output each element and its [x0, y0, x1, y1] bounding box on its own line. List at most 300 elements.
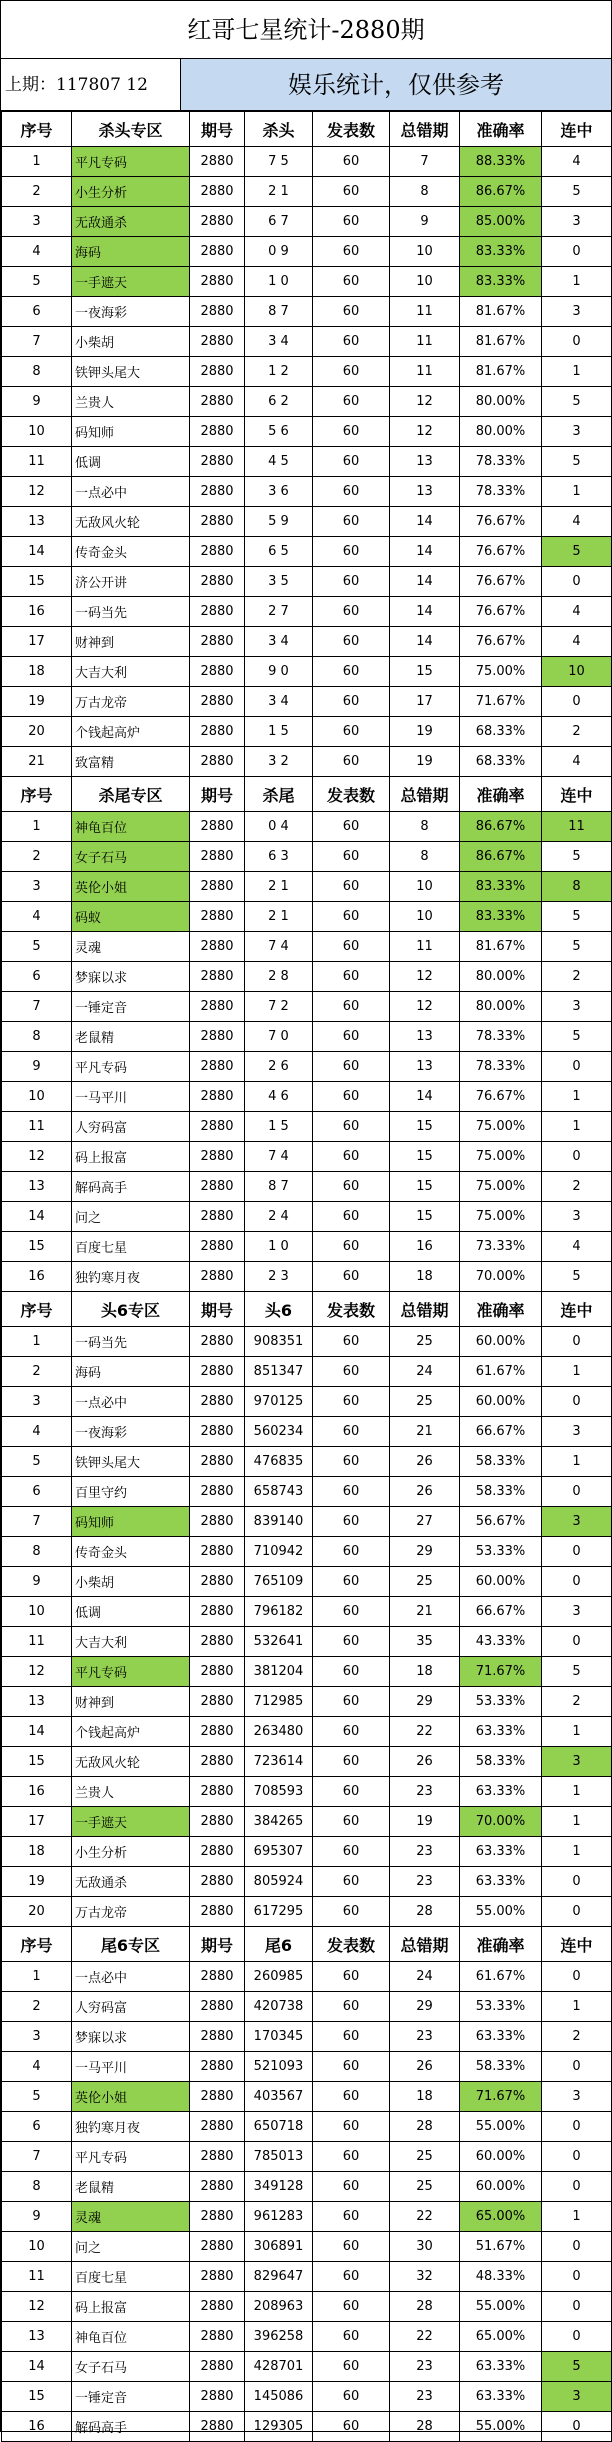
accuracy-cell: 70.00% [460, 1807, 542, 1837]
posts-cell: 60 [313, 992, 390, 1022]
expert-name: 传奇金头 [72, 537, 190, 567]
pick-cell: 403567 [245, 2082, 313, 2112]
streak-cell: 0 [542, 687, 612, 717]
table-row [2, 447, 612, 477]
misses-cell: 14 [390, 567, 460, 597]
streak-cell: 0 [542, 2142, 612, 2172]
row-index: 4 [2, 902, 72, 932]
period-cell: 2880 [190, 177, 245, 207]
table-row [2, 2202, 612, 2232]
misses-cell: 29 [390, 1537, 460, 1567]
table-row [2, 1022, 612, 1052]
period-cell: 2880 [190, 2232, 245, 2262]
row-index: 17 [2, 627, 72, 657]
posts-cell: 60 [313, 1627, 390, 1657]
accuracy-cell: 63.33% [460, 1867, 542, 1897]
previous-draw-label: 上期：117807 12 [1, 59, 181, 110]
streak-cell: 3 [542, 2082, 612, 2112]
row-index: 18 [2, 1837, 72, 1867]
streak-cell: 5 [542, 932, 612, 962]
accuracy-cell: 78.33% [460, 477, 542, 507]
period-cell: 2880 [190, 1747, 245, 1777]
pick-cell: 0 4 [245, 812, 313, 842]
period-cell: 2880 [190, 717, 245, 747]
pick-cell: 908351 [245, 1327, 313, 1357]
row-index: 16 [2, 2412, 72, 2442]
table-row [2, 1327, 612, 1357]
table-row [2, 992, 612, 1022]
row-index: 2 [2, 842, 72, 872]
expert-name: 问之 [72, 1202, 190, 1232]
period-cell: 2880 [190, 2412, 245, 2442]
expert-name: 小生分析 [72, 1837, 190, 1867]
misses-cell: 25 [390, 1567, 460, 1597]
expert-name: 个钱起高炉 [72, 1717, 190, 1747]
accuracy-cell: 66.67% [460, 1417, 542, 1447]
accuracy-cell: 55.00% [460, 2292, 542, 2322]
accuracy-cell: 73.33% [460, 1232, 542, 1262]
expert-name: 小柴胡 [72, 1567, 190, 1597]
posts-cell: 60 [313, 842, 390, 872]
streak-cell: 1 [542, 1717, 612, 1747]
table-row [2, 1082, 612, 1112]
row-index: 7 [2, 327, 72, 357]
header-period: 期号 [190, 112, 245, 147]
expert-name: 无敌通杀 [72, 1867, 190, 1897]
expert-name: 济公开讲 [72, 567, 190, 597]
misses-cell: 13 [390, 447, 460, 477]
streak-cell: 0 [542, 1477, 612, 1507]
table-row [2, 357, 612, 387]
period-cell: 2880 [190, 2052, 245, 2082]
expert-name: 一手遮天 [72, 1807, 190, 1837]
period-cell: 2880 [190, 237, 245, 267]
posts-cell: 60 [313, 267, 390, 297]
table-row [2, 902, 612, 932]
misses-cell: 21 [390, 1597, 460, 1627]
period-cell: 2880 [190, 1387, 245, 1417]
accuracy-cell: 76.67% [460, 627, 542, 657]
posts-cell: 60 [313, 962, 390, 992]
header-streak: 连中 [542, 1927, 612, 1962]
header-period: 期号 [190, 1292, 245, 1327]
table-row [2, 237, 612, 267]
streak-cell: 0 [542, 2262, 612, 2292]
row-index: 13 [2, 1687, 72, 1717]
table-row [2, 1627, 612, 1657]
expert-name: 码蚁 [72, 902, 190, 932]
accuracy-cell: 60.00% [460, 1327, 542, 1357]
row-index: 2 [2, 177, 72, 207]
misses-cell: 24 [390, 1357, 460, 1387]
streak-cell: 4 [542, 747, 612, 777]
pick-cell: 428701 [245, 2352, 313, 2382]
header-accuracy: 准确率 [460, 112, 542, 147]
table-row [2, 2352, 612, 2382]
period-cell: 2880 [190, 812, 245, 842]
streak-cell: 1 [542, 1777, 612, 1807]
streak-cell: 4 [542, 627, 612, 657]
streak-cell: 4 [542, 1232, 612, 1262]
row-index: 14 [2, 1717, 72, 1747]
misses-cell: 11 [390, 932, 460, 962]
expert-name: 财神到 [72, 627, 190, 657]
accuracy-cell: 56.67% [460, 1507, 542, 1537]
table-row [2, 267, 612, 297]
pick-cell: 7 2 [245, 992, 313, 1022]
period-cell: 2880 [190, 297, 245, 327]
row-index: 1 [2, 1962, 72, 1992]
pick-cell: 3 5 [245, 567, 313, 597]
pick-cell: 145086 [245, 2382, 313, 2412]
streak-cell: 0 [542, 1537, 612, 1567]
streak-cell: 0 [542, 2112, 612, 2142]
streak-cell: 0 [542, 1627, 612, 1657]
streak-cell: 3 [542, 1202, 612, 1232]
pick-cell: 2 4 [245, 1202, 313, 1232]
posts-cell: 60 [313, 1777, 390, 1807]
period-cell: 2880 [190, 902, 245, 932]
accuracy-cell: 80.00% [460, 992, 542, 1022]
expert-name: 一马平川 [72, 2052, 190, 2082]
misses-cell: 23 [390, 1837, 460, 1867]
pick-cell: 2 7 [245, 597, 313, 627]
expert-name: 老鼠精 [72, 2172, 190, 2202]
posts-cell: 60 [313, 1962, 390, 1992]
misses-cell: 17 [390, 687, 460, 717]
pick-cell: 263480 [245, 1717, 313, 1747]
accuracy-cell: 58.33% [460, 1447, 542, 1477]
table-row [2, 537, 612, 567]
misses-cell: 15 [390, 657, 460, 687]
row-index: 3 [2, 872, 72, 902]
expert-name: 梦寐以求 [72, 2022, 190, 2052]
posts-cell: 60 [313, 327, 390, 357]
period-cell: 2880 [190, 267, 245, 297]
period-cell: 2880 [190, 2172, 245, 2202]
row-index: 1 [2, 147, 72, 177]
streak-cell: 1 [542, 1357, 612, 1387]
misses-cell: 13 [390, 1022, 460, 1052]
posts-cell: 60 [313, 567, 390, 597]
accuracy-cell: 83.33% [460, 872, 542, 902]
row-index: 15 [2, 2382, 72, 2412]
misses-cell: 23 [390, 2022, 460, 2052]
table-row [2, 747, 612, 777]
period-cell: 2880 [190, 2262, 245, 2292]
expert-name: 梦寐以求 [72, 962, 190, 992]
expert-name: 人穷码富 [72, 1112, 190, 1142]
pick-cell: 4 5 [245, 447, 313, 477]
streak-cell: 3 [542, 1507, 612, 1537]
row-index: 16 [2, 1262, 72, 1292]
table-row [2, 327, 612, 357]
posts-cell: 60 [313, 627, 390, 657]
row-index: 4 [2, 237, 72, 267]
expert-name: 百度七星 [72, 1232, 190, 1262]
row-index: 15 [2, 1747, 72, 1777]
posts-cell: 60 [313, 2232, 390, 2262]
accuracy-cell: 60.00% [460, 1567, 542, 1597]
table-row [2, 627, 612, 657]
row-index: 7 [2, 2142, 72, 2172]
streak-cell: 1 [542, 1447, 612, 1477]
accuracy-cell: 81.67% [460, 327, 542, 357]
row-index: 12 [2, 1657, 72, 1687]
streak-cell: 0 [542, 2292, 612, 2322]
expert-name: 百度七星 [72, 2262, 190, 2292]
misses-cell: 13 [390, 1052, 460, 1082]
expert-name: 无敌风火轮 [72, 507, 190, 537]
pick-cell: 208963 [245, 2292, 313, 2322]
table-row [2, 2082, 612, 2112]
period-cell: 2880 [190, 842, 245, 872]
period-cell: 2880 [190, 1777, 245, 1807]
pick-cell: 785013 [245, 2142, 313, 2172]
pick-cell: 3 6 [245, 477, 313, 507]
posts-cell: 60 [313, 1567, 390, 1597]
pick-cell: 4 6 [245, 1082, 313, 1112]
misses-cell: 14 [390, 597, 460, 627]
streak-cell: 0 [542, 1052, 612, 1082]
pick-cell: 1 0 [245, 267, 313, 297]
posts-cell: 60 [313, 1447, 390, 1477]
accuracy-cell: 76.67% [460, 567, 542, 597]
streak-cell: 3 [542, 297, 612, 327]
streak-cell: 5 [542, 447, 612, 477]
row-index: 3 [2, 1387, 72, 1417]
accuracy-cell: 48.33% [460, 2262, 542, 2292]
accuracy-cell: 53.33% [460, 1687, 542, 1717]
misses-cell: 14 [390, 507, 460, 537]
misses-cell: 23 [390, 2352, 460, 2382]
period-cell: 2880 [190, 1717, 245, 1747]
table-row [2, 1507, 612, 1537]
streak-cell: 0 [542, 1142, 612, 1172]
misses-cell: 25 [390, 2172, 460, 2202]
table-row [2, 1657, 612, 1687]
expert-name: 一点必中 [72, 477, 190, 507]
pick-cell: 2 3 [245, 1262, 313, 1292]
streak-cell: 1 [542, 267, 612, 297]
period-cell: 2880 [190, 477, 245, 507]
row-index: 20 [2, 1897, 72, 1927]
expert-name: 小柴胡 [72, 327, 190, 357]
row-index: 11 [2, 1627, 72, 1657]
streak-cell: 2 [542, 1687, 612, 1717]
row-index: 8 [2, 1537, 72, 1567]
pick-cell: 9 0 [245, 657, 313, 687]
expert-name: 兰贵人 [72, 1777, 190, 1807]
period-cell: 2880 [190, 962, 245, 992]
table-row [2, 1112, 612, 1142]
period-cell: 2880 [190, 1327, 245, 1357]
streak-cell: 4 [542, 507, 612, 537]
posts-cell: 60 [313, 447, 390, 477]
row-index: 14 [2, 2352, 72, 2382]
header-streak: 连中 [542, 777, 612, 812]
header-posts: 发表数 [313, 1927, 390, 1962]
row-index: 5 [2, 932, 72, 962]
accuracy-cell: 80.00% [460, 387, 542, 417]
period-cell: 2880 [190, 872, 245, 902]
accuracy-cell: 63.33% [460, 1717, 542, 1747]
accuracy-cell: 83.33% [460, 902, 542, 932]
period-cell: 2880 [190, 1537, 245, 1567]
posts-cell: 60 [313, 2082, 390, 2112]
table-row [2, 1597, 612, 1627]
posts-cell: 60 [313, 1022, 390, 1052]
header-posts: 发表数 [313, 777, 390, 812]
period-cell: 2880 [190, 1687, 245, 1717]
table-row [2, 1992, 612, 2022]
period-cell: 2880 [190, 1837, 245, 1867]
table-row [2, 2052, 612, 2082]
pick-cell: 617295 [245, 1897, 313, 1927]
expert-name: 码知师 [72, 1507, 190, 1537]
header-period: 期号 [190, 777, 245, 812]
expert-name: 海码 [72, 237, 190, 267]
misses-cell: 23 [390, 2382, 460, 2412]
period-cell: 2880 [190, 417, 245, 447]
row-index: 5 [2, 2082, 72, 2112]
streak-cell: 3 [542, 417, 612, 447]
header-section: 杀尾专区 [72, 777, 190, 812]
period-cell: 2880 [190, 1447, 245, 1477]
expert-name: 传奇金头 [72, 1537, 190, 1567]
row-index: 14 [2, 1202, 72, 1232]
pick-cell: 970125 [245, 1387, 313, 1417]
misses-cell: 14 [390, 537, 460, 567]
period-cell: 2880 [190, 1262, 245, 1292]
expert-name: 问之 [72, 2232, 190, 2262]
misses-cell: 18 [390, 1262, 460, 1292]
accuracy-cell: 60.00% [460, 2142, 542, 2172]
posts-cell: 60 [313, 932, 390, 962]
posts-cell: 60 [313, 2292, 390, 2322]
expert-name: 无敌通杀 [72, 207, 190, 237]
period-cell: 2880 [190, 387, 245, 417]
table-row [2, 147, 612, 177]
posts-cell: 60 [313, 2412, 390, 2442]
expert-name: 一点必中 [72, 1962, 190, 1992]
posts-cell: 60 [313, 2322, 390, 2352]
header-misses: 总错期 [390, 777, 460, 812]
expert-name: 低调 [72, 1597, 190, 1627]
expert-name: 独钓寒月夜 [72, 1262, 190, 1292]
table-row [2, 207, 612, 237]
misses-cell: 26 [390, 1447, 460, 1477]
misses-cell: 12 [390, 417, 460, 447]
pick-cell: 961283 [245, 2202, 313, 2232]
table-row [2, 1807, 612, 1837]
accuracy-cell: 75.00% [460, 1142, 542, 1172]
row-index: 13 [2, 507, 72, 537]
table-row [2, 1717, 612, 1747]
streak-cell: 5 [542, 2352, 612, 2382]
accuracy-cell: 80.00% [460, 417, 542, 447]
posts-cell: 60 [313, 2052, 390, 2082]
expert-name: 码知师 [72, 417, 190, 447]
pick-cell: 476835 [245, 1447, 313, 1477]
streak-cell: 0 [542, 1962, 612, 1992]
row-index: 9 [2, 1052, 72, 1082]
expert-name: 一马平川 [72, 1082, 190, 1112]
pick-cell: 3 4 [245, 627, 313, 657]
table-row [2, 932, 612, 962]
streak-cell: 1 [542, 477, 612, 507]
accuracy-cell: 76.67% [460, 537, 542, 567]
row-index: 11 [2, 2262, 72, 2292]
header-misses: 总错期 [390, 1292, 460, 1327]
expert-name: 致富精 [72, 747, 190, 777]
misses-cell: 10 [390, 267, 460, 297]
pick-cell: 650718 [245, 2112, 313, 2142]
streak-cell: 0 [542, 237, 612, 267]
streak-cell: 1 [542, 357, 612, 387]
posts-cell: 60 [313, 1232, 390, 1262]
table-row [2, 177, 612, 207]
period-cell: 2880 [190, 1477, 245, 1507]
period-cell: 2880 [190, 627, 245, 657]
posts-cell: 60 [313, 687, 390, 717]
row-index: 15 [2, 1232, 72, 1262]
accuracy-cell: 86.67% [460, 812, 542, 842]
pick-cell: 2 1 [245, 872, 313, 902]
expert-name: 平凡专码 [72, 2142, 190, 2172]
table-row [2, 1747, 612, 1777]
period-cell: 2880 [190, 1202, 245, 1232]
expert-name: 英伦小姐 [72, 872, 190, 902]
row-index: 4 [2, 2052, 72, 2082]
accuracy-cell: 51.67% [460, 2232, 542, 2262]
accuracy-cell: 75.00% [460, 657, 542, 687]
row-index: 12 [2, 1142, 72, 1172]
row-index: 6 [2, 297, 72, 327]
misses-cell: 24 [390, 1962, 460, 1992]
accuracy-cell: 70.00% [460, 1262, 542, 1292]
accuracy-cell: 80.00% [460, 962, 542, 992]
misses-cell: 12 [390, 962, 460, 992]
streak-cell: 0 [542, 2172, 612, 2202]
header-section: 杀头专区 [72, 112, 190, 147]
period-cell: 2880 [190, 1142, 245, 1172]
streak-cell: 0 [542, 567, 612, 597]
period-cell: 2880 [190, 567, 245, 597]
pick-cell: 5 9 [245, 507, 313, 537]
period-cell: 2880 [190, 1172, 245, 1202]
streak-cell: 1 [542, 1992, 612, 2022]
accuracy-cell: 71.67% [460, 1657, 542, 1687]
posts-cell: 60 [313, 1507, 390, 1537]
period-cell: 2880 [190, 1867, 245, 1897]
pick-cell: 796182 [245, 1597, 313, 1627]
table-row [2, 1052, 612, 1082]
table-row [2, 962, 612, 992]
expert-name: 财神到 [72, 1687, 190, 1717]
pick-cell: 1 0 [245, 1232, 313, 1262]
period-cell: 2880 [190, 1112, 245, 1142]
posts-cell: 60 [313, 872, 390, 902]
header-index: 序号 [2, 112, 72, 147]
streak-cell: 1 [542, 1807, 612, 1837]
row-index: 11 [2, 447, 72, 477]
row-index: 2 [2, 1992, 72, 2022]
posts-cell: 60 [313, 1992, 390, 2022]
pick-cell: 3 4 [245, 687, 313, 717]
expert-name: 平凡专码 [72, 147, 190, 177]
misses-cell: 14 [390, 627, 460, 657]
